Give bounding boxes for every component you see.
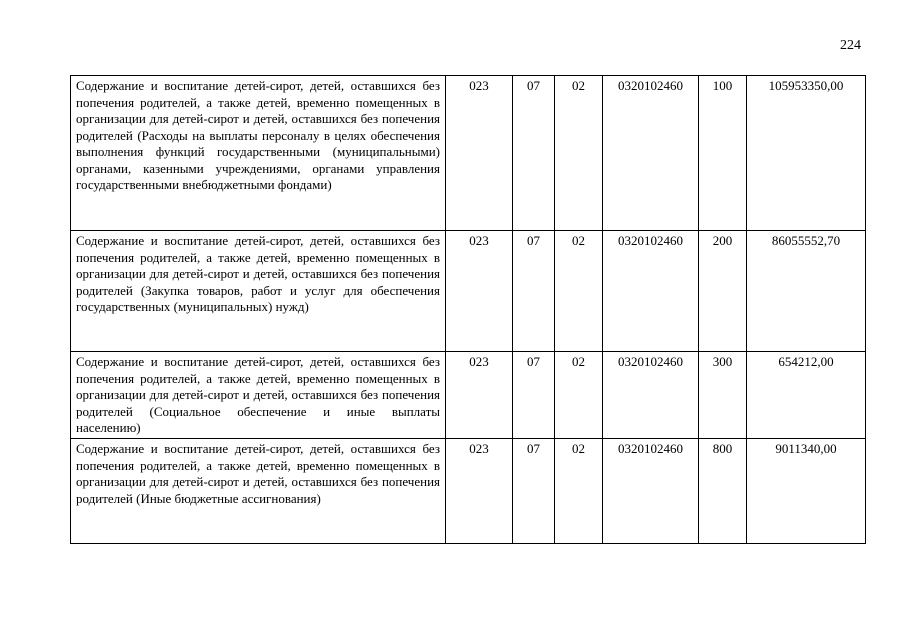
- row-description: Содержание и воспитание детей-сирот, детей, оставшихся без попечения родителей, а также детей, временно помещенных в организации для детей-сирот и детей, оставшихся без попечения родителей (Социальное обеспечение и иные выплаты населению): [71, 352, 446, 439]
- section-code: 07: [513, 439, 555, 544]
- amount-value: 9011340,00: [747, 439, 866, 544]
- table-row: [71, 231, 866, 352]
- expense-type-code: 200: [699, 231, 747, 352]
- ministry-code: 023: [446, 231, 513, 352]
- amount-value: 654212,00: [747, 352, 866, 439]
- expense-type-code: 800: [699, 439, 747, 544]
- row-description: Содержание и воспитание детей-сирот, детей, оставшихся без попечения родителей, а также детей, временно помещенных в организации для детей-сирот и детей, оставшихся без попечения родителей (Иные бюджетные ассигнования): [71, 439, 446, 544]
- target-article-code: 0320102460: [603, 439, 699, 544]
- ministry-code: 023: [446, 439, 513, 544]
- subsection-code: 02: [555, 231, 603, 352]
- ministry-code: 023: [446, 352, 513, 439]
- section-code: 07: [513, 352, 555, 439]
- section-code: 07: [513, 76, 555, 231]
- subsection-code: 02: [555, 352, 603, 439]
- amount-value: 105953350,00: [747, 76, 866, 231]
- target-article-code: 0320102460: [603, 76, 699, 231]
- target-article-code: 0320102460: [603, 231, 699, 352]
- budget-table: [70, 75, 866, 544]
- row-description: Содержание и воспитание детей-сирот, детей, оставшихся без попечения родителей, а также детей, временно помещенных в организации для детей-сирот и детей, оставшихся без попечения родителей (Закупка товаров, работ и услуг для обеспечения государственных (муниципальных) нужд): [71, 231, 446, 352]
- section-code: 07: [513, 231, 555, 352]
- table-row: [71, 439, 866, 544]
- subsection-code: 02: [555, 76, 603, 231]
- amount-value: 86055552,70: [747, 231, 866, 352]
- expense-type-code: 100: [699, 76, 747, 231]
- target-article-code: 0320102460: [603, 352, 699, 439]
- table-row: [71, 352, 866, 439]
- subsection-code: 02: [555, 439, 603, 544]
- page-number: 224: [840, 38, 861, 53]
- ministry-code: 023: [446, 76, 513, 231]
- table-row: [71, 76, 866, 231]
- row-description: Содержание и воспитание детей-сирот, детей, оставшихся без попечения родителей, а также детей, временно помещенных в организации для детей-сирот и детей, оставшихся без попечения родителей (Расходы на выплаты персоналу в целях обеспечения выполнения функций государственными (муниципальными) органами, казенными учреждениями, органами управления государственными внебюджетными фондами): [71, 76, 446, 231]
- expense-type-code: 300: [699, 352, 747, 439]
